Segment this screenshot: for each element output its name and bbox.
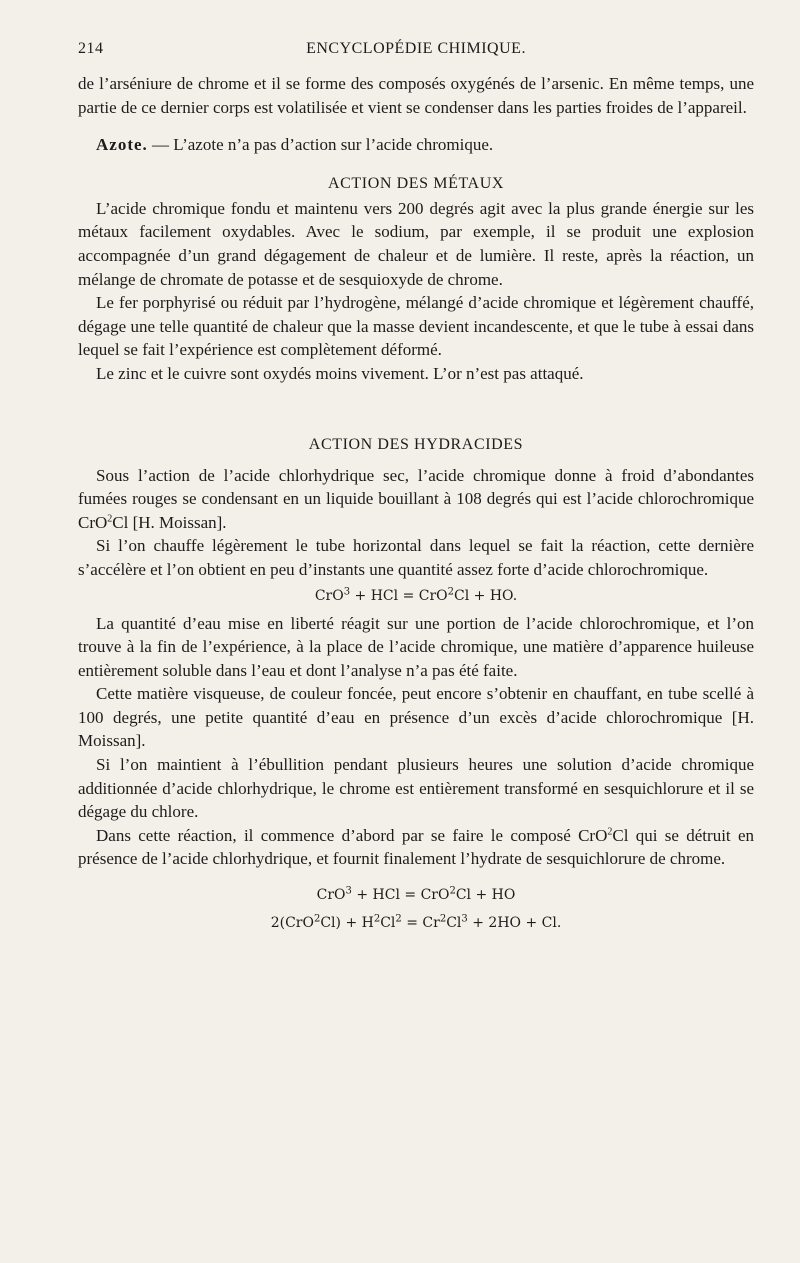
eq-term: 2(CrO bbox=[270, 915, 314, 932]
superscript: 2 bbox=[439, 913, 447, 925]
superscript: 2 bbox=[447, 585, 455, 597]
running-head bbox=[78, 40, 754, 64]
paragraph-metaux-2: Le fer porphyrisé ou réduit par l’hydrogène, mélangé d’acide chromique et légèrement chauffé, dégage une telle quantité de chaleur que la masse devient incandescente, et que le tube à essai dans lequel se fait l’expérience est complètement déformé. bbox=[78, 293, 754, 360]
text-run: Cl qui se détruit en présence de l’acide chlorhydrique, et fournit finalement l’hydrate de sesquichlorure de chrome. bbox=[78, 825, 754, 869]
paragraph-hydracides-3: La quantité d’eau mise en liberté réagit sur une portion de l’acide chlorochromique, et l’on trouve à la fin de l’expérience, à la place de l’acide chromique, une matière d’apparence huileuse entièrement soluble dans l’eau et dont l’analyse n’a pas été faite. bbox=[78, 613, 754, 680]
paragraph-hydracides-4: Cette matière visqueuse, de couleur foncée, peut encore s’obtenir en chauffant, en tube scellé à 100 degrés, une petite quantité d’eau en présence d’un excès d’acide chlorochromique [H. Moissan]. bbox=[78, 684, 754, 751]
superscript: 3 bbox=[345, 885, 352, 897]
eq-term: CrO bbox=[316, 887, 346, 904]
azote-lead: Azote. bbox=[96, 135, 148, 155]
superscript: 3 bbox=[343, 585, 351, 597]
paragraph-arsenic: de l’arséniure de chrome et il se forme des composés oxygénés de l’arsenic. En même temps, une partie de ce dernier corps est volatilisée et vient se condenser dans les parties froides de l’appareil. bbox=[78, 74, 754, 117]
eq-term: + HCl = CrO bbox=[351, 887, 450, 904]
text-run: Sous l’action de l’acide chlorhydrique sec, l’acide chromique donne à froid d’abondantes fumées rouges se condensant en un liquide bouillant à 108 degrés qui est l’acide chlorochromique CrO bbox=[78, 465, 754, 532]
paragraph-metaux-3: Le zinc et le cuivre sont oxydés moins vivement. L’or n’est pas attaqué. bbox=[96, 363, 584, 383]
superscript: 2 bbox=[107, 513, 113, 525]
superscript: 2 bbox=[449, 885, 456, 897]
eq-term: Cl + HO bbox=[455, 887, 516, 904]
eq-term: + 2HO + Cl. bbox=[467, 915, 562, 932]
eq-term: Cl bbox=[446, 915, 462, 932]
heading-action-metaux: ACTION DES MÉTAUX bbox=[327, 174, 505, 192]
superscript: 2 bbox=[373, 913, 381, 925]
superscript: 2 bbox=[313, 913, 321, 925]
equation-2 bbox=[78, 883, 754, 907]
page-number: 214 bbox=[78, 40, 104, 57]
paragraph-hydracides-2: Si l’on chauffe légèrement le tube horizontal dans lequel se fait la réaction, cette dernière s’accélère et l’on obtient en peu d’instants une quantité assez forte d’acide chlorochromique. bbox=[78, 536, 754, 579]
superscript: 2 bbox=[395, 913, 402, 925]
eq-term: Cl + HO. bbox=[454, 587, 518, 604]
eq-term: = Cr bbox=[401, 915, 440, 932]
paragraph-hydracides-6 bbox=[78, 824, 754, 871]
azote-text: — L’azote n’a pas d’action sur l’acide chromique. bbox=[147, 135, 494, 155]
eq-term: CrO bbox=[314, 587, 344, 604]
heading-action-hydracides: ACTION DES HYDRACIDES bbox=[308, 435, 524, 453]
paragraph-hydracides-1 bbox=[78, 464, 754, 535]
text-run: Dans cette réaction, il commence d’abord par se faire le composé CrO bbox=[96, 825, 608, 845]
superscript: 2 bbox=[607, 826, 613, 838]
equation-3 bbox=[78, 911, 754, 935]
text-run: Cl [H. Moissan]. bbox=[112, 512, 227, 532]
eq-term: Cl bbox=[380, 915, 396, 932]
eq-term: + HCl = CrO bbox=[350, 587, 448, 604]
superscript: 3 bbox=[461, 913, 468, 925]
eq-term: Cl) + H bbox=[320, 915, 374, 932]
paragraph-hydracides-5: Si l’on maintient à l’ébullition pendant plusieurs heures une solution d’acide chromique additionnée d’acide chlorhydrique, le chrome est entièrement transformé en sesquichlorure et il se dégage du chlore. bbox=[78, 755, 754, 822]
paragraph-metaux-1: L’acide chromique fondu et maintenu vers 200 degrés agit avec la plus grande énergie sur les métaux facilement oxydables. Avec le sodium, par exemple, il se produit une explosion accompagnée d’un grand dégagement de chaleur et de lumière. Il reste, après la réaction, un mélange de chromate de potasse et de sesquioxyde de chrome. bbox=[78, 198, 754, 289]
running-title: ENCYCLOPÉDIE CHIMIQUE. bbox=[306, 40, 526, 57]
paragraph-azote bbox=[78, 133, 754, 157]
equation-1 bbox=[78, 584, 754, 608]
